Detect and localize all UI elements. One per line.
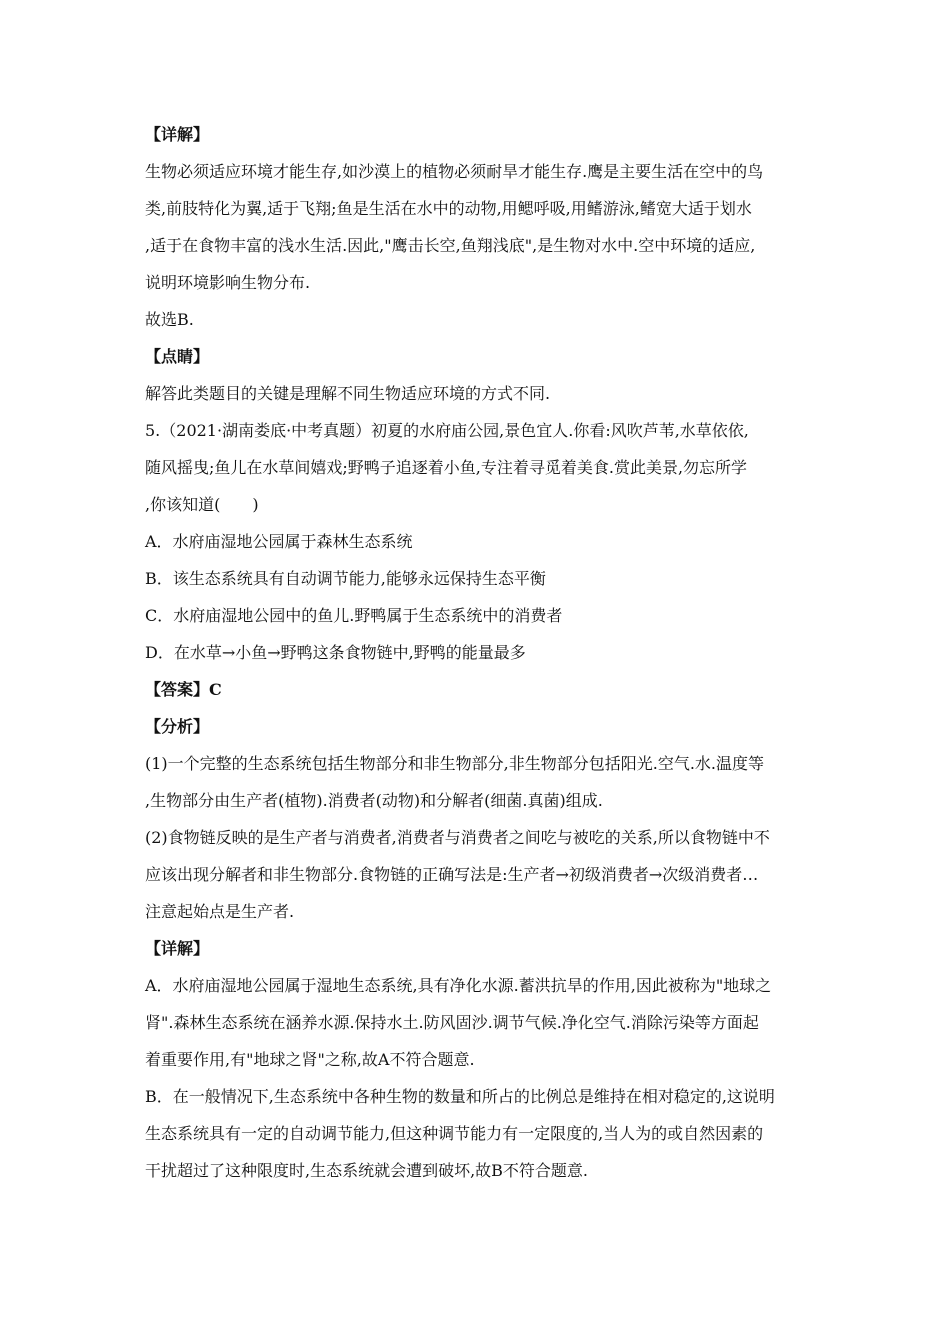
- text-line: 说明环境影响生物分布.: [145, 273, 311, 292]
- section-heading-tip: 【点睛】: [145, 347, 210, 366]
- question-stem-line: 随风摇曳;鱼儿在水草间嬉戏;野鸭子追逐着小鱼,专注着寻觅着美食.赏此美景,勿忘所学: [145, 458, 748, 477]
- text-line: A．水府庙湿地公园属于湿地生态系统,具有净化水源.蓄洪抗旱的作用,因此被称为"地球之: [145, 976, 772, 995]
- option-c: C．水府庙湿地公园中的鱼儿.野鸭属于生态系统中的消费者: [145, 606, 563, 625]
- document-body: [145, 116, 815, 1189]
- answer-heading: 【答案】C: [145, 680, 222, 699]
- text-line: 注意起始点是生产者.: [145, 902, 295, 921]
- option-a: A．水府庙湿地公园属于森林生态系统: [145, 532, 413, 551]
- text-line: 干扰超过了这种限度时,生态系统就会遭到破坏,故B不符合题意.: [145, 1161, 589, 1180]
- answer-choice-line: 故选B.: [145, 310, 194, 329]
- text-line: 应该出现分解者和非生物部分.食物链的正确写法是:生产者→初级消费者→次级消费者…: [145, 865, 759, 884]
- question-stem-line: ,你该知道( ): [145, 495, 259, 514]
- text-line: 着重要作用,有"地球之肾"之称,故A不符合题意.: [145, 1050, 475, 1069]
- text-line: 肾".森林生态系统在涵养水源.保持水土.防风固沙.调节气候.净化空气.消除污染等方面起: [145, 1013, 759, 1032]
- section-heading-detail: 【详解】: [145, 125, 210, 144]
- text-line: 生态系统具有一定的自动调节能力,但这种调节能力有一定限度的,当人为的或自然因素的: [145, 1124, 764, 1143]
- text-line: ,生物部分由生产者(植物).消费者(动物)和分解者(细菌.真菌)组成.: [145, 791, 603, 810]
- text-line: ,适于在食物丰富的浅水生活.因此,"鹰击长空,鱼翔浅底",是生物对水中.空中环境的适应,: [145, 236, 756, 255]
- option-b: B．该生态系统具有自动调节能力,能够永远保持生态平衡: [145, 569, 546, 588]
- question-stem-line: 5.（2021·湖南娄底·中考真题）初夏的水府庙公园,景色宜人.你看:风吹芦苇,水草依依,: [145, 421, 749, 440]
- section-heading-detail: 【详解】: [145, 939, 210, 958]
- text-line: (1)一个完整的生态系统包括生物部分和非生物部分,非生物部分包括阳光.空气.水.温度等: [145, 754, 765, 773]
- text-line: (2)食物链反映的是生产者与消费者,消费者与消费者之间吃与被吃的关系,所以食物链中不: [145, 828, 770, 847]
- option-d: D．在水草→小鱼→野鸭这条食物链中,野鸭的能量最多: [145, 643, 526, 662]
- text-line: 类,前肢特化为翼,适于飞翔;鱼是生活在水中的动物,用鳃呼吸,用鳍游泳,鳍宽大适于划水: [145, 199, 752, 218]
- text-line: 生物必须适应环境才能生存,如沙漠上的植物必须耐旱才能生存.鹰是主要生活在空中的鸟: [145, 162, 764, 181]
- text-line: B．在一般情况下,生态系统中各种生物的数量和所占的比例总是维持在相对稳定的,这说明: [145, 1087, 775, 1106]
- section-heading-analysis: 【分析】: [145, 717, 210, 736]
- text-line: 解答此类题目的关键是理解不同生物适应环境的方式不同.: [145, 384, 551, 403]
